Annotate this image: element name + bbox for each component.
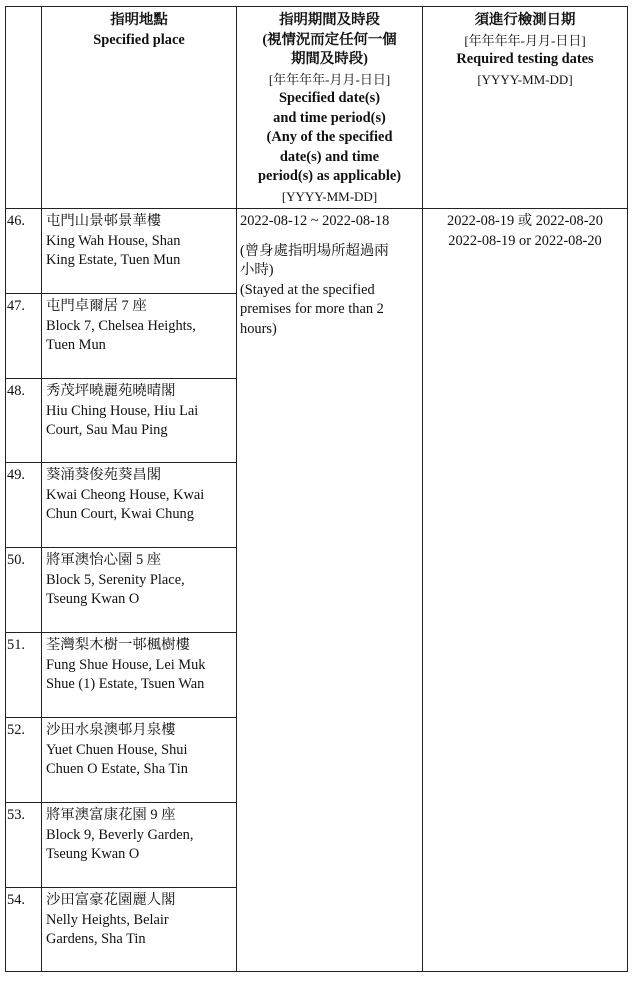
row-number: 50.	[7, 552, 25, 568]
table-row	[5, 633, 237, 717]
row-place	[46, 297, 235, 356]
period-note-zh-2: 小時)	[240, 262, 274, 278]
header-period-en-1: Specified date(s)	[278, 90, 381, 106]
testing-dates-en: 2022-08-19 or 2022-08-20	[448, 232, 602, 249]
period-range: 2022-08-12 ~ 2022-08-18	[240, 213, 390, 229]
row-number: 49.	[7, 467, 25, 483]
place-name-en-1: Kwai Cheong House, Kwai	[46, 486, 205, 503]
place-name-en-1: Block 5, Serenity Place,	[46, 571, 185, 588]
place-name-en-2: Gardens, Sha Tin	[46, 931, 146, 947]
period-note-en-3: hours)	[240, 320, 277, 337]
place-name-en-2: King Estate, Tuen Mun	[46, 252, 181, 268]
row-place	[46, 382, 235, 441]
row-number: 51.	[7, 637, 25, 653]
table-row	[5, 209, 237, 293]
header-testing-format-zh: [年年年年-月月-日日]	[464, 32, 586, 48]
row-number: 47.	[7, 298, 25, 314]
header-period-en-2: and time period(s)	[273, 109, 386, 126]
header-testing-zh: 須進行檢測日期	[474, 12, 576, 28]
row-number: 54.	[7, 892, 25, 908]
table-border-right	[627, 6, 628, 972]
place-name-zh: 屯門卓爾居 7 座	[46, 298, 147, 314]
table-row	[5, 718, 237, 802]
row-place	[46, 212, 235, 271]
header-testing-dates	[423, 11, 627, 89]
header-place-zh: 指明地點	[110, 12, 168, 28]
header-period-zh-1: 指明期間及時段	[279, 12, 380, 28]
row-place	[46, 806, 235, 865]
header-specified-period	[237, 11, 422, 206]
table-row	[5, 463, 237, 547]
place-name-zh: 秀茂坪曉麗苑曉晴閣	[46, 383, 176, 399]
row-number: 53.	[7, 807, 25, 823]
testing-dates-zh: 2022-08-19 或 2022-08-20	[447, 213, 603, 229]
table-row	[5, 803, 237, 887]
place-name-zh: 荃灣梨木樹一邨楓樹樓	[46, 637, 190, 653]
header-period-format-zh: [年年年年-月月-日日]	[268, 71, 391, 87]
table-row	[5, 379, 237, 462]
period-note-en-1: (Stayed at the specified	[240, 281, 375, 298]
period-note-en-2: premises for more than 2	[240, 301, 384, 317]
header-period-zh-2: (視情況而定任何一個	[262, 31, 397, 48]
table-border-bottom	[5, 971, 628, 972]
place-name-zh: 將軍澳富康花園 9 座	[46, 807, 176, 823]
place-name-en-1: Hiu Ching House, Hiu Lai	[46, 402, 199, 419]
row-place	[46, 466, 235, 525]
specified-places-table	[5, 6, 628, 972]
place-name-en-1: Block 9, Beverly Garden,	[46, 826, 194, 843]
header-period-en-3: (Any of the specified	[266, 129, 393, 145]
table-row	[5, 294, 237, 378]
period-note-zh-1: (曾身處指明場所超過兩	[240, 242, 389, 259]
place-name-zh: 將軍澳怡心園 5 座	[46, 552, 162, 568]
place-name-en-2: Shue (1) Estate, Tsuen Wan	[46, 676, 205, 692]
place-name-en-1: Fung Shue House, Lei Muk	[46, 656, 206, 673]
table-border-top	[5, 6, 628, 7]
place-name-zh: 屯門山景邨景華樓	[46, 213, 162, 229]
place-name-en-2: Tuen Mun	[46, 337, 106, 353]
testing-cell	[423, 212, 627, 251]
place-name-en-2: Chuen O Estate, Sha Tin	[46, 761, 188, 777]
place-name-en-1: Yuet Chuen House, Shui	[46, 741, 188, 758]
row-number: 46.	[7, 213, 25, 229]
row-place	[46, 551, 235, 610]
header-testing-format-en: [YYYY-MM-DD]	[477, 71, 573, 87]
header-testing-en: Required testing dates	[456, 51, 594, 67]
row-place	[46, 636, 235, 695]
header-place-en: Specified place	[93, 31, 185, 48]
place-name-en-1: Nelly Heights, Belair	[46, 911, 169, 928]
row-place	[46, 721, 235, 780]
place-name-en-2: Chun Court, Kwai Chung	[46, 506, 194, 522]
place-name-en-2: Tseung Kwan O	[46, 846, 140, 862]
place-name-en-2: Tseung Kwan O	[46, 591, 140, 607]
header-specified-place	[42, 11, 236, 50]
table-row	[5, 548, 237, 632]
place-name-en-2: Court, Sau Mau Ping	[46, 422, 168, 438]
header-period-zh-3: 期間及時段)	[291, 51, 368, 67]
table-row	[5, 888, 237, 971]
row-number: 48.	[7, 383, 25, 399]
row-number: 52.	[7, 722, 25, 738]
header-period-en-5: period(s) as applicable)	[257, 168, 402, 184]
header-period-format-en: [YYYY-MM-DD]	[281, 188, 378, 204]
place-name-zh: 葵涌葵俊苑葵昌閣	[46, 467, 162, 483]
place-name-en-1: King Wah House, Shan	[46, 232, 181, 249]
row-place	[46, 891, 235, 950]
header-period-en-4: date(s) and time	[279, 148, 380, 165]
period-cell	[240, 212, 420, 339]
place-name-zh: 沙田富豪花園麗人閣	[46, 892, 176, 908]
col-sep-period	[422, 6, 423, 972]
place-name-en-1: Block 7, Chelsea Heights,	[46, 317, 196, 334]
place-name-zh: 沙田水泉澳邨月泉樓	[46, 722, 176, 738]
